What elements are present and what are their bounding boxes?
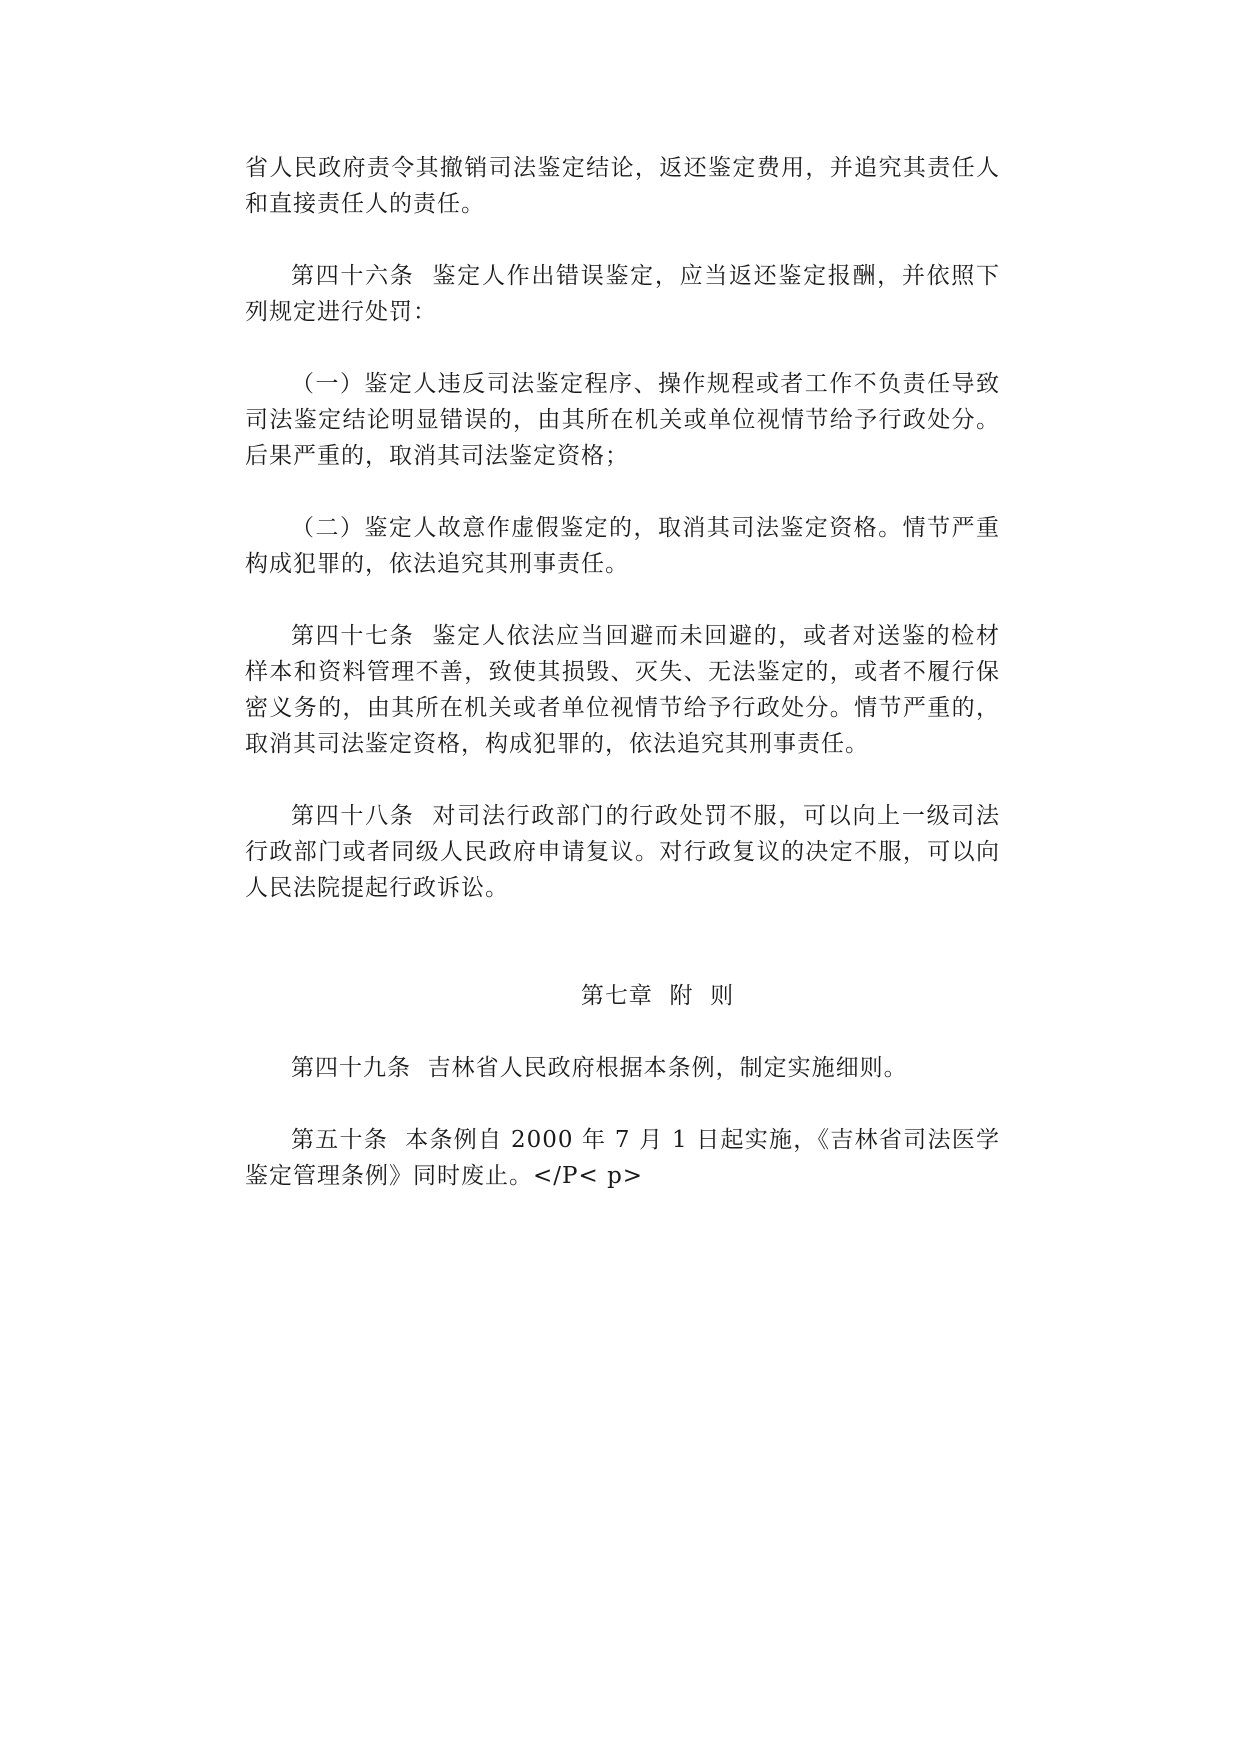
article-47: 第四十七条 鉴定人依法应当回避而未回避的，或者对送鉴的检材样本和资料管理不善，致使其损毁、灭失、无法鉴定的，或者不履行保密义务的，由其所在机关或者单位视情节给予行政处分。情节严重的，取消其司法鉴定资格，构成犯罪的，依法追究其刑事责任。 [245,623,1000,757]
article-50: 第五十条 本条例自 2000 年 7 月 1 日起实施，《吉林省司法医学鉴定管理条例》同时废止。</P< p> [245,1127,1000,1189]
article-48: 第四十八条 对司法行政部门的行政处罚不服，可以向上一级司法行政部门或者同级人民政府申请复议。对行政复议的决定不服，可以向人民法院提起行政诉讼。 [245,803,1000,901]
article-46: 第四十六条 鉴定人作出错误鉴定，应当返还鉴定报酬，并依照下列规定进行处罚： [245,263,1000,325]
article-46-item-1: （一）鉴定人违反司法鉴定程序、操作规程或者工作不负责任导致司法鉴定结论明显错误的，由其所在机关或单位视情节给予行政处分。后果严重的，取消其司法鉴定资格； [245,371,1000,469]
article-49: 第四十九条 吉林省人民政府根据本条例，制定实施细则。 [291,1055,908,1081]
paragraph-continuation: 省人民政府责令其撤销司法鉴定结论，返还鉴定费用，并追究其责任人和直接责任人的责任。 [245,155,1000,217]
document-body [245,150,1000,1230]
chapter-heading: 第七章 附 则 [580,983,735,1009]
article-46-item-2: （二）鉴定人故意作虚假鉴定的，取消其司法鉴定资格。情节严重构成犯罪的，依法追究其刑事责任。 [245,515,1000,577]
